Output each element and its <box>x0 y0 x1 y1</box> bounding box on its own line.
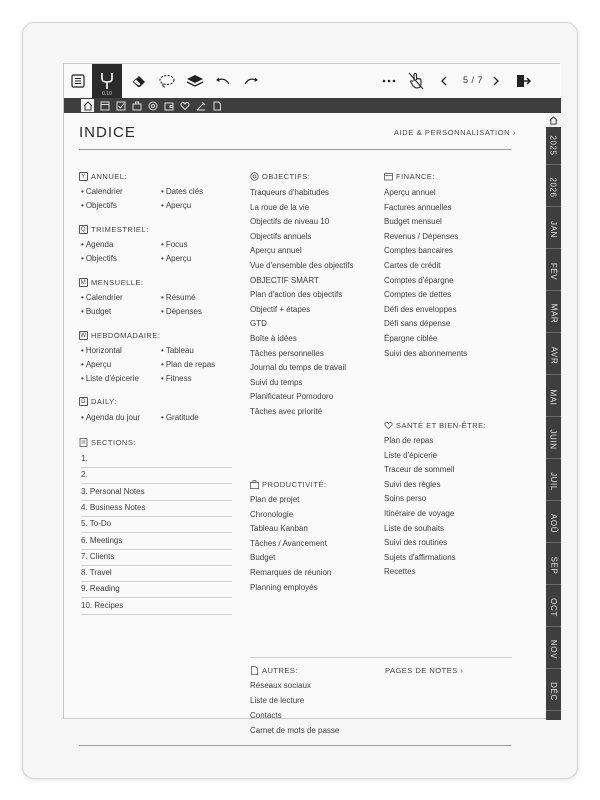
toolbar <box>64 64 561 98</box>
section-row[interactable]: 2. <box>81 468 232 484</box>
month-sidebar <box>546 113 561 720</box>
section-row[interactable]: 1. <box>81 452 232 468</box>
help-link-label: AIDE & PERSONNALISATION <box>394 128 511 137</box>
productivite-header[interactable] <box>250 480 326 489</box>
mensuelle-header-label: MENSUELLE: <box>91 278 144 287</box>
exit-icon <box>515 73 531 89</box>
productivite-header-label: PRODUCTIVITÉ: <box>262 480 327 489</box>
hebdo-tableau-link[interactable]: • Tableau <box>161 346 194 355</box>
finance-item[interactable]: Défi sans dépense <box>384 319 451 329</box>
productivite-item[interactable]: Plan de projet <box>250 495 300 504</box>
autres-item[interactable]: Contacts <box>250 711 282 720</box>
quick-tab-bar <box>64 98 561 113</box>
objectifs-item[interactable]: Vue d'ensemble des objectifs <box>250 261 354 270</box>
month-tab[interactable] <box>546 169 561 207</box>
touch-hand-icon <box>408 72 424 90</box>
chevron-left-icon <box>441 76 447 86</box>
section-row[interactable]: 3. Personal Notes <box>81 485 232 501</box>
touch-toggle-button[interactable] <box>404 64 428 98</box>
autres-header-label: AUTRES: <box>262 666 299 675</box>
finance-item[interactable]: Comptes de dettes <box>384 290 452 300</box>
objectifs-header-label: OBJECTIFS: <box>262 172 311 181</box>
briefcase-icon <box>132 101 142 111</box>
sections-header <box>79 438 136 447</box>
trimestriel-apercu-link[interactable]: • Aperçu <box>161 254 191 263</box>
finance-item[interactable]: Cartes de crédit <box>384 261 441 270</box>
chevron-right-icon <box>493 76 499 86</box>
month-tab-label: NOV <box>549 639 559 660</box>
finance-item[interactable]: Comptes d'épargne <box>384 275 454 285</box>
calendar-icon <box>100 101 110 111</box>
month-tab-label: 2026 <box>549 177 559 198</box>
month-tab-label: AOÛ <box>549 513 559 534</box>
next-page-button[interactable] <box>488 64 504 98</box>
layers-icon <box>186 74 204 88</box>
sante-item[interactable]: Liste d'épicerie <box>384 450 438 460</box>
mensuelle-resume-link[interactable]: • Résumé <box>161 293 196 302</box>
annuel-dates-cles-link[interactable]: • Dates clés <box>161 187 203 196</box>
more-icon <box>382 79 396 83</box>
sante-item[interactable]: Itinéraire de voyage <box>384 509 455 518</box>
mensuelle-depenses-link[interactable]: • Dépenses <box>161 307 202 316</box>
hebdo-liste-epicerie-link[interactable]: • Liste d'épicerie <box>81 374 139 383</box>
month-tab-label: AVR <box>549 346 558 365</box>
section-row[interactable]: 9. Reading <box>81 582 232 598</box>
objectifs-item[interactable]: Tâches avec priorité <box>250 407 323 416</box>
month-tab[interactable] <box>546 589 561 627</box>
objectifs-item[interactable]: OBJECTIF SMART <box>250 275 319 285</box>
objectifs-item[interactable]: Journal du temps de travail <box>250 363 347 373</box>
trimestriel-header[interactable] <box>79 225 149 234</box>
hebdo-horizontal-link[interactable]: • Horizontal <box>81 346 122 355</box>
wallet-icon <box>384 172 393 181</box>
tab-daily[interactable] <box>193 98 208 113</box>
finance-item[interactable]: Suivi des abonnements <box>384 348 468 358</box>
month-tab-label: JAN <box>549 221 559 238</box>
redo-button[interactable] <box>240 64 262 98</box>
checkbox-icon <box>116 101 126 111</box>
sante-item[interactable]: Suivi des routines <box>384 538 448 548</box>
tab-notes[interactable] <box>209 98 224 113</box>
chevron-right-icon: › <box>512 128 516 137</box>
month-tab-label: MAI <box>549 389 558 406</box>
productivite-item[interactable]: Tâches / Avancement <box>250 538 327 548</box>
chevron-right-icon: › <box>460 666 464 675</box>
pencil-check-icon <box>196 101 206 111</box>
objectifs-item[interactable]: Objectifs annuels <box>250 231 312 241</box>
hebdomadaire-header[interactable] <box>79 331 160 340</box>
month-tab[interactable] <box>546 463 561 501</box>
annuel-calendrier-link[interactable]: • Calendrier <box>81 187 123 196</box>
month-tab[interactable] <box>546 127 561 165</box>
section-row[interactable]: 6. Meetings <box>81 534 232 550</box>
annuel-header-label: ANNUEL: <box>91 172 128 181</box>
month-tab[interactable] <box>546 505 561 543</box>
redo-icon <box>243 76 259 86</box>
trimestriel-header-label: TRIMESTRIEL: <box>91 225 149 234</box>
heart-icon <box>180 101 190 111</box>
hebdomadaire-header-label: HEBDOMADAIRE: <box>91 331 161 340</box>
productivite-item[interactable]: Chronologie <box>250 509 294 519</box>
productivite-item[interactable]: Remarques de réunion <box>250 568 332 577</box>
month-tab[interactable] <box>546 379 561 417</box>
month-tab-label: SEP <box>549 556 558 575</box>
autres-item[interactable]: Carnet de mots de passe <box>250 726 340 735</box>
target-icon <box>148 101 158 111</box>
productivite-item[interactable]: Planning employés <box>250 582 318 592</box>
sante-item[interactable]: Recettes <box>384 567 416 577</box>
sante-item[interactable]: Suivi des règles <box>384 479 441 489</box>
tab-home[interactable] <box>80 98 95 113</box>
document-icon <box>212 101 222 111</box>
pages-de-notes-label: PAGES DE NOTES <box>385 666 458 675</box>
home-icon <box>549 116 558 125</box>
objectifs-item[interactable]: Tâches personnelles <box>250 348 324 358</box>
month-tab[interactable] <box>546 421 561 459</box>
tab-productivity[interactable] <box>129 98 144 113</box>
objectifs-item[interactable]: Boîte à idées <box>250 334 297 343</box>
sante-header[interactable] <box>384 421 486 430</box>
daily-gratitude-link[interactable]: • Gratitude <box>161 413 199 422</box>
pages-de-notes-header[interactable] <box>385 666 463 675</box>
objectifs-item[interactable]: Planificateur Pomodoro <box>250 392 334 402</box>
month-tab-label: FÉV <box>549 262 559 281</box>
objectifs-item[interactable]: Traqueurs d'habitudes <box>250 188 330 197</box>
heart-icon <box>384 421 393 430</box>
letter-m-icon: M <box>80 279 87 286</box>
layers-button[interactable] <box>182 64 208 98</box>
month-tab-label: MAR <box>549 303 559 324</box>
sante-item[interactable]: Plan de repas <box>384 436 434 445</box>
productivite-item[interactable]: Budget <box>250 553 276 563</box>
objectifs-item[interactable]: Objectif + étapes <box>250 304 311 314</box>
pen-tool-button[interactable] <box>92 64 122 98</box>
finance-item[interactable]: Défi des enveloppes <box>384 304 457 314</box>
target-icon <box>250 172 259 181</box>
mensuelle-header[interactable] <box>79 278 144 287</box>
exit-button[interactable] <box>510 64 536 98</box>
finance-header-label: FINANCE: <box>396 172 436 181</box>
eraser-button[interactable] <box>126 64 152 98</box>
sante-item[interactable]: Liste de souhaits <box>384 523 445 533</box>
wallet-icon <box>164 101 174 111</box>
month-tab[interactable] <box>546 631 561 669</box>
index-page <box>64 113 546 735</box>
undo-icon <box>215 76 231 86</box>
autres-item[interactable]: Réseaux sociaux <box>250 681 311 690</box>
tab-health[interactable] <box>177 98 192 113</box>
home-icon <box>83 101 93 111</box>
month-tab[interactable] <box>546 337 561 375</box>
section-row[interactable]: 10. Recipes <box>81 599 232 615</box>
mensuelle-budget-link[interactable]: • Budget <box>81 307 111 316</box>
objectifs-item[interactable]: Aperçu annuel <box>250 246 302 256</box>
month-tab[interactable] <box>546 253 561 291</box>
month-tab[interactable] <box>546 211 561 249</box>
lasso-button[interactable] <box>154 64 180 98</box>
trimestriel-focus-link[interactable]: • Focus <box>161 240 188 249</box>
hebdo-plan-de-repas-link[interactable]: • Plan de repas <box>161 360 215 369</box>
productivite-item[interactable]: Tableau Kanban <box>250 524 308 534</box>
table-of-contents-button[interactable] <box>66 64 90 98</box>
more-options-button[interactable] <box>378 64 400 98</box>
lasso-icon <box>158 74 176 88</box>
tab-annual[interactable] <box>97 98 112 113</box>
month-tab[interactable] <box>546 295 561 333</box>
finance-item[interactable]: Aperçu annuel <box>384 188 436 197</box>
tab-todo[interactable] <box>113 98 128 113</box>
finance-header[interactable] <box>384 172 435 181</box>
section-row[interactable]: 7. Clients <box>81 550 232 566</box>
month-tab-label: OCT <box>549 598 558 617</box>
list-icon <box>71 74 85 88</box>
month-tab-label: 2025 <box>549 135 559 156</box>
month-tab[interactable] <box>546 673 561 711</box>
pen-size-label: 0.10 <box>102 91 112 97</box>
tablet-device <box>22 22 578 779</box>
annuel-objectifs-link[interactable]: • Objectifs <box>81 201 117 210</box>
month-tab-label: JUIL <box>549 472 559 491</box>
month-tab-label: JUIN <box>549 429 558 450</box>
trimestriel-objectifs-link[interactable]: • Objectifs <box>81 254 117 263</box>
page-title: INDICE <box>79 124 136 141</box>
autres-item[interactable]: Liste de lecture <box>250 696 305 705</box>
daily-header[interactable] <box>79 397 117 406</box>
letter-y-icon: Y <box>79 172 88 181</box>
mensuelle-calendrier-link[interactable]: • Calendrier <box>81 293 123 302</box>
section-row[interactable]: 8. Travel <box>81 566 232 582</box>
objectifs-item[interactable]: Plan d'action des objectifs <box>250 290 343 300</box>
letter-w-icon: W <box>80 332 87 339</box>
sidebar-home[interactable] <box>546 113 561 127</box>
trimestriel-agenda-link[interactable]: • Agenda <box>81 240 113 249</box>
finance-item[interactable]: Épargne ciblée <box>384 334 438 343</box>
briefcase-icon <box>250 480 259 489</box>
sante-item[interactable]: Sujets d'affirmations <box>384 552 456 562</box>
hebdo-apercu-link[interactable]: • Aperçu <box>81 360 111 369</box>
tab-finance[interactable] <box>161 98 176 113</box>
daily-agenda-link[interactable]: • Agenda du jour <box>81 413 140 422</box>
autres-header <box>250 666 298 675</box>
finance-item[interactable]: Comptes bancaires <box>384 246 453 256</box>
title-divider <box>79 149 511 150</box>
annuel-apercu-link[interactable]: • Aperçu <box>161 201 191 210</box>
objectifs-item[interactable]: La roue de la vie <box>250 202 310 212</box>
objectifs-header[interactable] <box>250 172 310 181</box>
sections-header-label: SECTIONS: <box>91 438 136 447</box>
objectifs-item[interactable]: Objectifs de niveau 10 <box>250 217 330 227</box>
section-divider <box>250 657 512 658</box>
pen-icon <box>99 72 115 90</box>
finance-item[interactable]: Budget mensuel <box>384 217 442 227</box>
letter-d-icon: D <box>79 397 88 406</box>
undo-button[interactable] <box>212 64 234 98</box>
objectifs-item[interactable]: GTD <box>250 319 267 329</box>
letter-q-icon: Q <box>80 226 87 233</box>
sante-item[interactable]: Soins perso <box>384 494 427 504</box>
screen <box>63 63 560 735</box>
section-row[interactable]: 4. Business Notes <box>81 501 232 517</box>
footer-divider <box>79 745 511 746</box>
help-link[interactable] <box>394 128 516 137</box>
previous-page-button[interactable] <box>436 64 452 98</box>
sante-header-label: SANTÉ ET BIEN-ÊTRE: <box>396 421 487 430</box>
annuel-header[interactable] <box>79 172 127 181</box>
finance-item[interactable]: Factures annuelles <box>384 202 452 212</box>
sante-item[interactable]: Traceur de sommeil <box>384 465 455 475</box>
daily-header-label: DAILY: <box>91 397 117 406</box>
notebook-icon <box>79 438 88 447</box>
document-icon <box>250 666 259 675</box>
month-tab[interactable] <box>546 547 561 585</box>
month-tab-label: DÉC <box>549 682 559 701</box>
eraser-icon <box>131 74 147 88</box>
tab-goals[interactable] <box>145 98 160 113</box>
hebdo-fitness-link[interactable]: • Fitness <box>161 374 192 383</box>
objectifs-item[interactable]: Suivi du temps <box>250 377 303 387</box>
section-row[interactable]: 5. To-Do <box>81 517 232 533</box>
page-indicator: 5 / 7 <box>463 75 484 85</box>
finance-item[interactable]: Revenus / Dépenses <box>384 231 459 241</box>
